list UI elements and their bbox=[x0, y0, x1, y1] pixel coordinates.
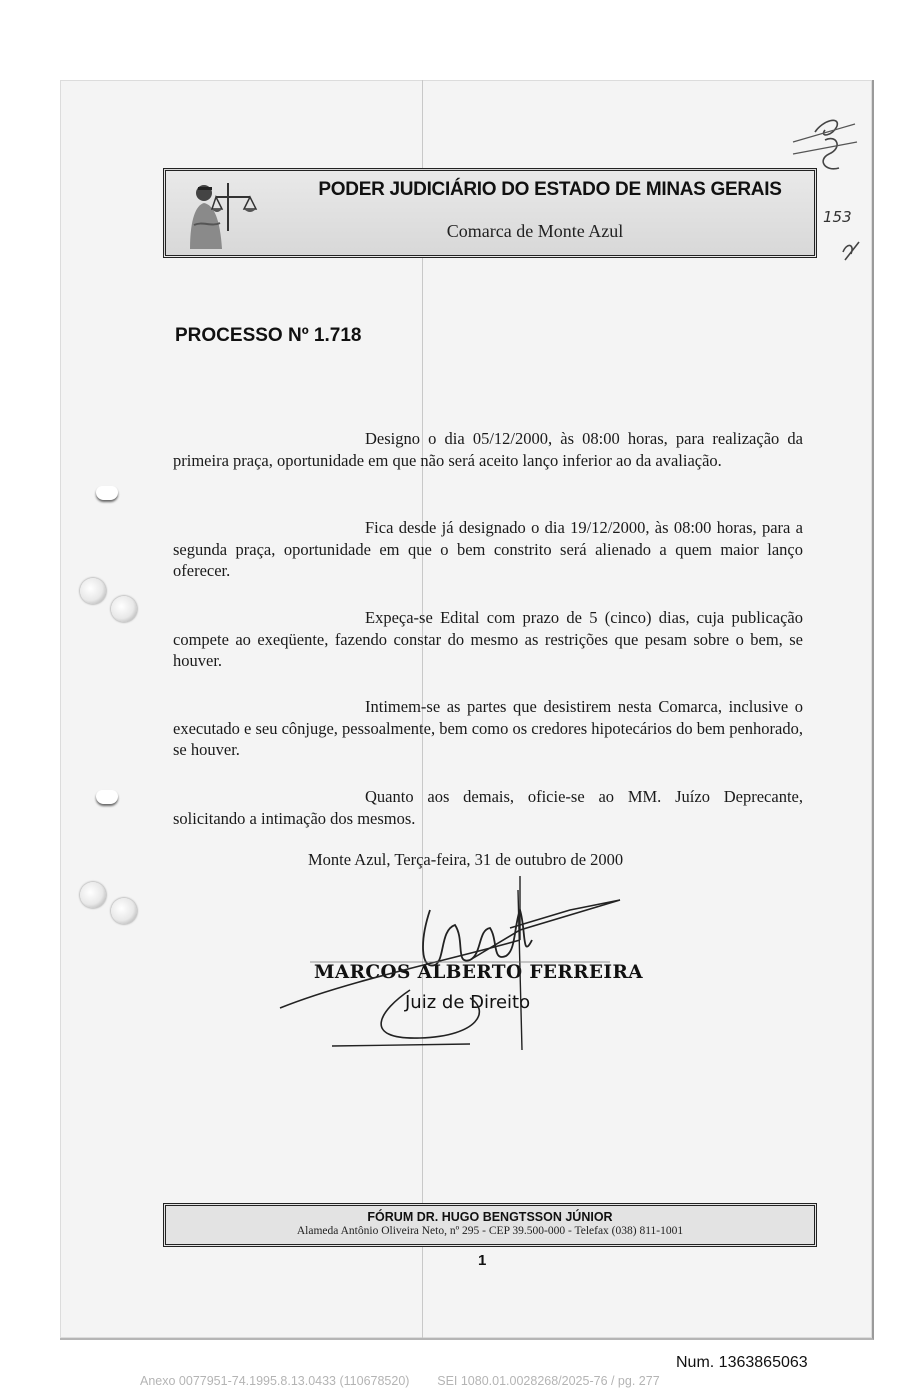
judge-name: MARCOS ALBERTO FERREIRA bbox=[314, 962, 643, 983]
order-paragraph-1: Designo o dia 05/12/2000, às 08:00 horas, para realização da primeira praça, oportunidade em que não será aceito lanço inferior ao da avaliação. bbox=[173, 429, 803, 470]
punch-hole bbox=[111, 898, 137, 924]
order-paragraph-3: Expeça-se Edital com prazo de 5 (cinco) dias, cuja publicação compete ao exeqüente, fazendo constar do mesmo as restrições que pesam sobre o bem, se houver. bbox=[173, 608, 803, 670]
punch-hole bbox=[96, 790, 118, 804]
court-header bbox=[163, 168, 817, 258]
annex-reference: Anexo 0077951-74.1995.8.13.0433 (110678520) SEI 1080.01.0028268/2025-76 / pg. 277 bbox=[140, 1374, 660, 1388]
district-name: Comarca de Monte Azul bbox=[446, 221, 624, 241]
punch-hole bbox=[80, 882, 106, 908]
handwritten-page-number: 153 bbox=[823, 208, 852, 226]
punch-hole bbox=[96, 486, 118, 500]
document-number-stamp: Num. 1363865063 bbox=[676, 1354, 808, 1371]
order-paragraph-4: Intimem-se as partes que desistirem nesta Comarca, inclusive o executado e seu cônjuge, pessoalmente, bem como os credores hipotecários do bem penhorado, se houver. bbox=[173, 697, 803, 759]
process-number: PROCESSO Nº 1.718 bbox=[175, 325, 362, 346]
place-and-date: Monte Azul, Terça-feira, 31 de outubro de 2000 bbox=[308, 850, 624, 869]
punch-hole bbox=[80, 578, 106, 604]
court-footer bbox=[163, 1203, 817, 1247]
order-paragraph-2: Fica desde já designado o dia 19/12/2000, às 08:00 horas, para a segunda praça, oportunidade em que o bem constrito será alienado a quem maior lanço oferecer. bbox=[173, 518, 803, 580]
page-number: 1 bbox=[478, 1252, 487, 1269]
court-name: PODER JUDICIÁRIO DO ESTADO DE MINAS GERAIS bbox=[318, 179, 782, 200]
forum-name: FÓRUM DR. HUGO BENGTSSON JÚNIOR bbox=[367, 1210, 613, 1224]
order-paragraph-5: Quanto aos demais, oficie-se ao MM. Juízo Deprecante, solicitando a intimação dos mesmos. bbox=[173, 787, 803, 828]
punch-hole bbox=[111, 596, 137, 622]
forum-address: Alameda Antônio Oliveira Neto, nº 295 - CEP 39.500-000 - Telefax (038) 811-1001 bbox=[296, 1225, 684, 1237]
handwritten-signature bbox=[270, 870, 630, 1060]
judge-title: Juiz de Direito bbox=[405, 992, 531, 1013]
